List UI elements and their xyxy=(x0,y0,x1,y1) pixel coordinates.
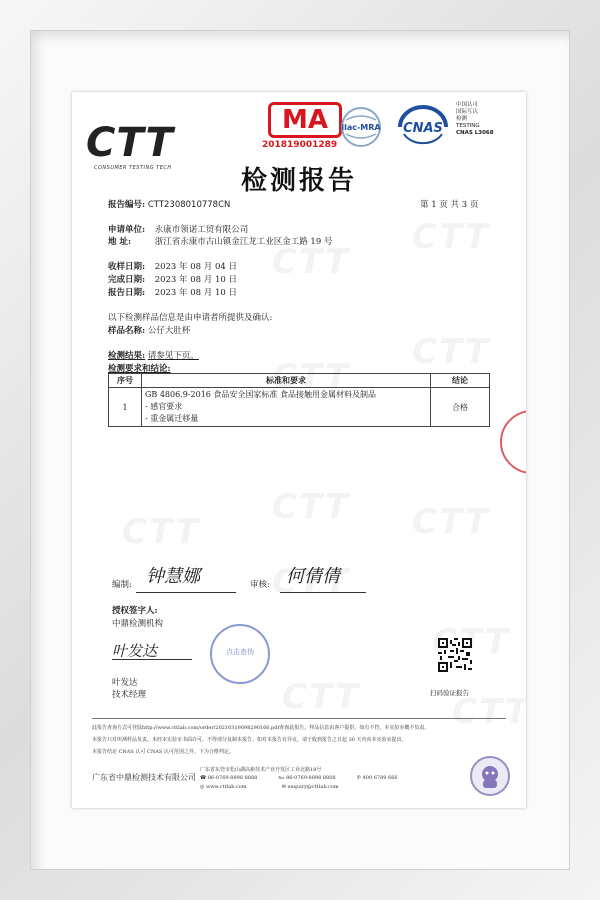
row-conclusion: 合格 xyxy=(431,388,490,427)
footer-company: 广东省中鼎检测技术有限公司 xyxy=(92,773,196,782)
sample-info-note: 以下检测样品信息是由申请者所提供及确认: xyxy=(108,313,273,323)
col-header-no: 序号 xyxy=(109,374,142,388)
footer-hotline: 400 6789 666 xyxy=(362,775,398,781)
test-result: 请参见下页。 xyxy=(147,351,199,361)
applicant-label: 申请单位: xyxy=(108,225,146,235)
received-date-row xyxy=(108,260,237,272)
completed-date-label: 完成日期: xyxy=(108,275,146,285)
footer-disclaimer-3: 本报告结论 CNAS 认可 CNAS 认可范围之外。下为合格判定。 xyxy=(92,749,234,755)
table-header-row xyxy=(109,374,490,388)
company-seal-red xyxy=(500,410,526,474)
cma-number: 201819001289 xyxy=(262,140,338,150)
applicant-value: 永康市领诺工贸有限公司 xyxy=(154,225,249,235)
footer-tel: 86-0769-8898 8888 xyxy=(207,775,258,781)
footer-divider xyxy=(92,718,506,719)
ilac-logo-text: ilac-MRA xyxy=(341,123,381,132)
qr-label: 扫码验证报告 xyxy=(430,689,469,697)
completed-date-row xyxy=(108,273,237,285)
fax-icon: ℻ xyxy=(278,775,287,781)
report-number: CTT2308010778CN xyxy=(147,200,231,210)
footer-disclaimer-1: 此报告查询方式可登陆http://www.cttlab.com/order/20210319098290166.pdf查询此报告。样品信息由客户提供，如有不符，本实验室概不负责。 xyxy=(92,725,430,731)
cnas-logo-text: CNAS xyxy=(403,121,443,136)
row-no: 1 xyxy=(109,388,142,427)
col-header-standard: 标准和要求 xyxy=(142,374,431,388)
authorized-signer-label: 授权签字人: xyxy=(112,606,158,616)
footer-address: 广东省东莞市松山湖高新技术产业开发区工业北路18号 xyxy=(200,767,322,773)
footer-tel-row xyxy=(200,775,398,781)
phone-icon: ☎ xyxy=(200,775,208,781)
completed-date: 2023 年 08 月 10 日 xyxy=(154,275,237,285)
cnas-accreditation-text: 中国认可 国际互认 检测 TESTING CNAS L3068 xyxy=(456,102,494,136)
cnas-logo xyxy=(394,104,452,150)
ctt-logo-text: CTT xyxy=(86,120,174,166)
email-icon: ✉ xyxy=(281,784,288,790)
report-number-label: 报告编号: xyxy=(108,200,146,210)
received-date: 2023 年 08 月 04 日 xyxy=(154,262,237,272)
qr-code[interactable] xyxy=(438,638,472,672)
web-icon: ◎ xyxy=(200,784,206,790)
sample-name: 公仔大肚杯 xyxy=(147,326,191,336)
reviewer-label: 审核: xyxy=(250,580,270,590)
results-table xyxy=(108,373,490,427)
address-label: 地 址: xyxy=(108,237,132,247)
signer-name: 叶发达 xyxy=(112,678,138,688)
applicant-row xyxy=(108,223,248,235)
reviewer-line xyxy=(280,592,366,593)
footer-web-row xyxy=(200,784,339,790)
ctt-logo-subtitle: CONSUMER TESTING TECH xyxy=(94,165,172,171)
row-item: - 重金属迁移量 xyxy=(145,414,199,423)
hotline-icon: ✆ xyxy=(356,775,363,781)
report-paper xyxy=(72,92,526,808)
signer-title: 技术经理 xyxy=(112,690,147,700)
footer-fax: 86-0769-8898 8808 xyxy=(286,775,336,781)
page-indicator: 第 1 页 共 3 页 xyxy=(420,200,479,210)
issued-date: 2023 年 08 月 10 日 xyxy=(154,288,237,298)
footer-disclaimer-2: 本报告只对所测样品负责。未经本实验室书面许可，不得部分复制本报告。如对本报告有异议，请于收到报告之日起 30 天内向本实验室提出。 xyxy=(92,737,407,743)
verification-seal-text[interactable]: 点击查伪 xyxy=(226,648,254,656)
editor-label: 编制: xyxy=(112,580,132,590)
sample-name-row xyxy=(108,324,190,336)
table-row xyxy=(109,388,490,427)
issued-date-label: 报告日期: xyxy=(108,288,146,298)
col-header-conclusion: 结论 xyxy=(431,374,490,388)
cma-logo: MA xyxy=(268,102,342,138)
address-value: 浙江省永康市古山镇金江龙工业区金工路 19 号 xyxy=(154,237,333,247)
row-standard-cell xyxy=(142,388,431,427)
organization-name: 中鼎检测机构 xyxy=(112,619,164,629)
signer-line xyxy=(112,659,192,660)
footer-web[interactable]: www.cttlab.com xyxy=(205,784,247,790)
report-number-row xyxy=(108,198,230,210)
signer-signature: 叶发达 xyxy=(112,642,158,660)
address-row xyxy=(108,235,332,247)
footer-email[interactable]: enquiry@cttlab.com xyxy=(287,784,339,790)
received-date-label: 收样日期: xyxy=(108,262,146,272)
report-title: 检测报告 xyxy=(240,166,357,196)
ilac-mra-logo xyxy=(340,104,382,150)
mascot-badge-icon xyxy=(470,756,510,796)
row-standard: GB 4806.9-2016 食品安全国家标准 食品接触用金属材料及制品 xyxy=(145,390,376,399)
issued-date-row xyxy=(108,286,237,298)
reviewer-signature: 何倩倩 xyxy=(286,566,340,587)
requirements-label: 检测要求和结论: xyxy=(108,364,171,374)
editor-signature: 钟慧娜 xyxy=(146,566,200,587)
editor-line xyxy=(136,592,236,593)
row-item: - 感官要求 xyxy=(145,402,183,411)
test-result-label: 检测结果: xyxy=(108,351,146,361)
sample-name-label: 样品名称: xyxy=(108,326,146,336)
test-result-row xyxy=(108,349,199,361)
